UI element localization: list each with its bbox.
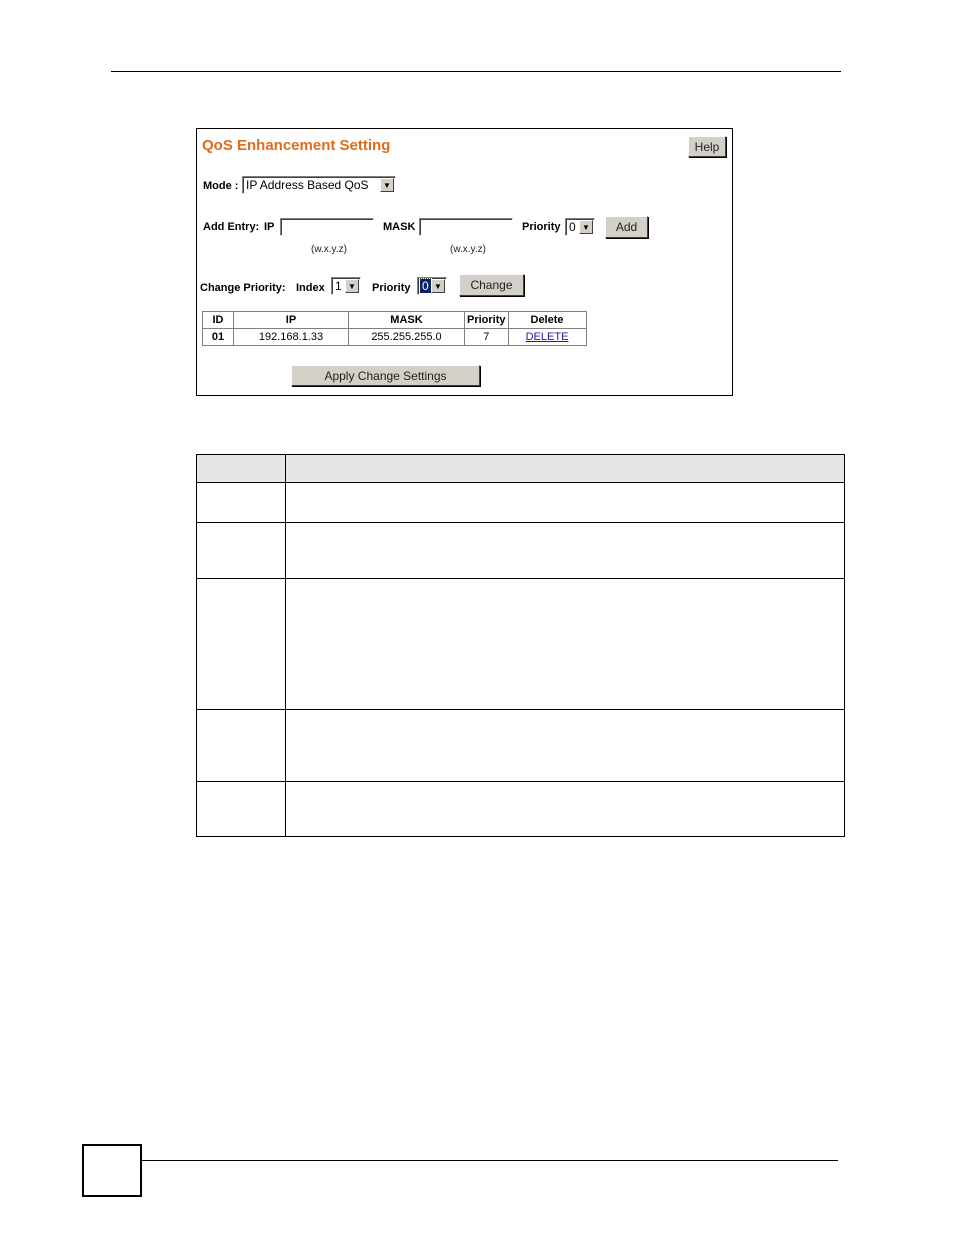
qos-settings-panel [196,128,733,396]
mode-label: Mode : [203,180,239,192]
footer-rule [140,1160,838,1161]
table-row [197,483,845,523]
priority-label: Priority [522,221,561,233]
add-entry-label: Add Entry: [203,221,260,233]
ip-label: IP [264,221,275,233]
description-header-row [197,455,845,483]
cell-ip: 192.168.1.33 [234,329,349,346]
apply-change-settings-button[interactable]: Apply Change Settings [291,365,480,386]
cell-delete [508,329,586,346]
cell-id: 01 [203,329,234,346]
mask-input[interactable] [419,218,513,236]
ip-format-hint: (w.x.y.z) [311,244,347,255]
column-header-delete: Delete [508,312,586,329]
index-select[interactable] [331,277,361,295]
description-header-label-cell [197,455,286,483]
change-priority-select[interactable] [417,277,447,295]
column-header-id: ID [203,312,234,329]
add-button[interactable]: Add [605,216,648,238]
help-button[interactable]: Help [688,136,726,157]
cell-priority: 7 [465,329,509,346]
table-row [197,710,845,782]
qos-entries-table [202,311,587,346]
page-number-box [82,1144,142,1197]
table-row [203,329,587,346]
column-header-priority: Priority [465,312,509,329]
chevron-down-icon: ▼ [579,220,593,234]
index-select-value: 1 [335,279,342,293]
column-header-ip: IP [234,312,349,329]
index-label: Index [296,282,325,294]
priority-select[interactable] [565,218,595,236]
change-button[interactable]: Change [459,274,524,296]
mask-label: MASK [383,221,416,233]
mode-select-value: IP Address Based QoS [246,178,369,192]
chevron-down-icon: ▼ [431,279,445,293]
priority-select-value: 0 [569,220,576,234]
description-table [196,454,845,837]
change-priority-label: Change Priority: [200,282,286,294]
mode-select[interactable] [242,176,396,194]
table-row [197,782,845,837]
column-header-mask: MASK [349,312,465,329]
table-row [197,579,845,710]
chevron-down-icon: ▼ [380,178,394,192]
page-title: QoS Enhancement Setting [202,137,391,154]
cell-mask: 255.255.255.0 [349,329,465,346]
mask-format-hint: (w.x.y.z) [450,244,486,255]
change-priority-select-value: 0 [422,279,429,293]
header-rule [111,71,841,72]
chevron-down-icon: ▼ [345,279,359,293]
table-header-row [203,312,587,329]
description-header-text-cell [286,455,845,483]
change-priority-field-label: Priority [372,282,411,294]
table-row [197,523,845,579]
delete-link[interactable]: DELETE [525,331,569,343]
ip-input[interactable] [280,218,374,236]
